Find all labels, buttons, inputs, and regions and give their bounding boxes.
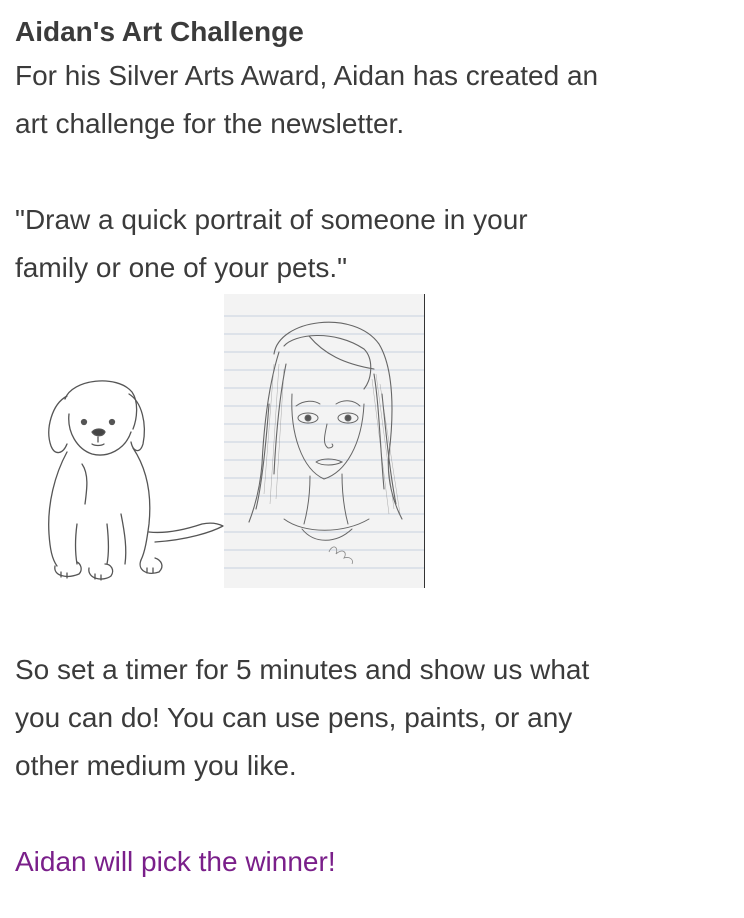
sketch-images (15, 292, 730, 598)
intro-line-1: For his Silver Arts Award, Aidan has created an (15, 60, 599, 91)
spacer (15, 598, 730, 646)
article-title: Aidan's Art Challenge (15, 16, 304, 47)
newsletter-article (15, 12, 730, 886)
quote-line-1: "Draw a quick portrait of someone in your (15, 204, 528, 235)
body-line-2: you can do! You can use pens, paints, or any (15, 702, 573, 733)
spacer (15, 790, 730, 838)
body-line-1: So set a timer for 5 minutes and show us what (15, 654, 590, 685)
spacer (15, 148, 730, 196)
portrait-sketch-image (224, 294, 425, 588)
puppy-sketch-image (37, 374, 237, 584)
closing-line: Aidan will pick the winner! (15, 846, 336, 877)
quote-line-2: family or one of your pets." (15, 252, 348, 283)
intro-line-2: art challenge for the newsletter. (15, 108, 405, 139)
body-line-3: other medium you like. (15, 750, 297, 781)
